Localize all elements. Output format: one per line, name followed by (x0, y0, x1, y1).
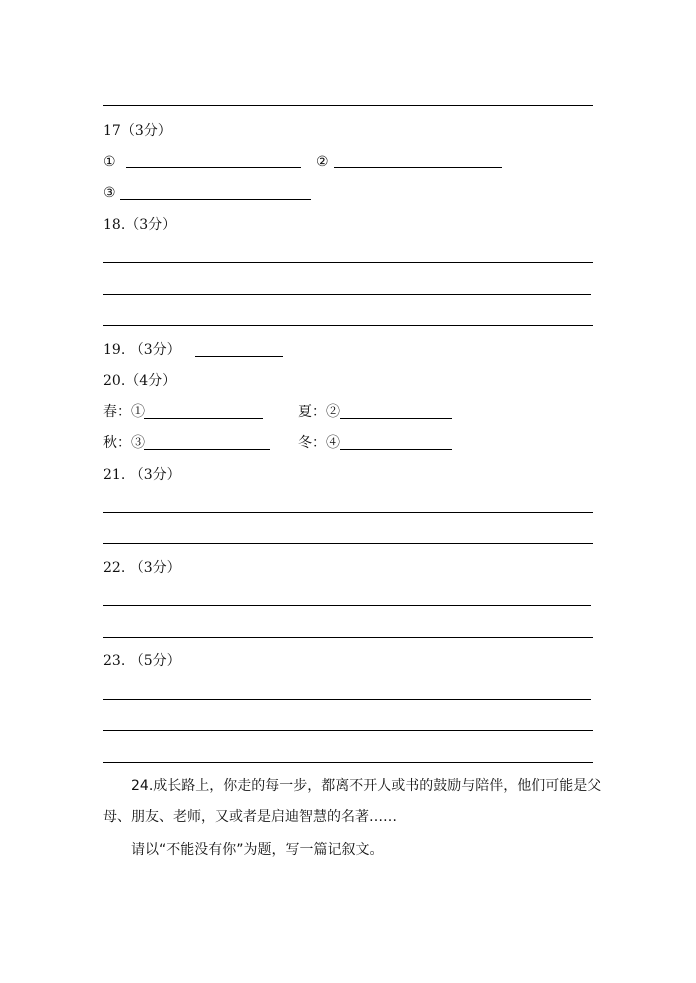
answer-line[interactable] (103, 262, 593, 263)
answer-blank-17-3[interactable] (120, 199, 311, 200)
answer-blank-19[interactable] (195, 356, 283, 357)
answer-line[interactable] (103, 699, 591, 700)
question-23-label: 23. （5分） (103, 653, 181, 669)
essay-instruction: 请以“不能没有你”为题，写一篇记叙文。 (131, 842, 384, 858)
answer-line[interactable] (103, 605, 591, 606)
winter-label: 冬：④ (298, 435, 340, 451)
blank-marker-2: ② (316, 154, 329, 170)
answer-line[interactable] (103, 294, 591, 295)
question-22-label: 22. （3分） (103, 560, 181, 576)
question-18-label: 18.（3分） (103, 217, 177, 233)
answer-blank-spring[interactable] (144, 418, 263, 419)
answer-blank-summer[interactable] (340, 418, 452, 419)
answer-line[interactable] (103, 637, 593, 638)
blank-marker-3: ③ (103, 185, 116, 201)
answer-line[interactable] (103, 762, 593, 763)
answer-blank-autumn[interactable] (144, 449, 270, 450)
answer-blank-17-2[interactable] (334, 167, 502, 168)
question-20-label: 20.（4分） (103, 373, 177, 389)
question-19-label: 19. （3分） (103, 342, 181, 358)
answer-line[interactable] (103, 543, 593, 544)
question-21-label: 21. （3分） (103, 467, 181, 483)
answer-line[interactable] (103, 325, 593, 326)
answer-blank-17-1[interactable] (126, 167, 301, 168)
essay-prompt-line-1: 24.成长路上，你走的每一步，都离不开人或书的鼓励与陪伴，他们可能是父 (131, 778, 602, 794)
spring-label: 春：① (103, 404, 145, 420)
answer-blank-winter[interactable] (340, 449, 452, 450)
blank-marker-1: ① (103, 154, 116, 170)
answer-line[interactable] (103, 730, 593, 731)
answer-line[interactable] (103, 105, 593, 106)
essay-prompt-line-2: 母、朋友、老师，又或者是启迪智慧的名著…… (103, 809, 397, 825)
autumn-label: 秋：③ (103, 435, 145, 451)
summer-label: 夏：② (298, 404, 340, 420)
question-17-label: 17（3分） (103, 123, 172, 139)
answer-line[interactable] (103, 512, 593, 513)
